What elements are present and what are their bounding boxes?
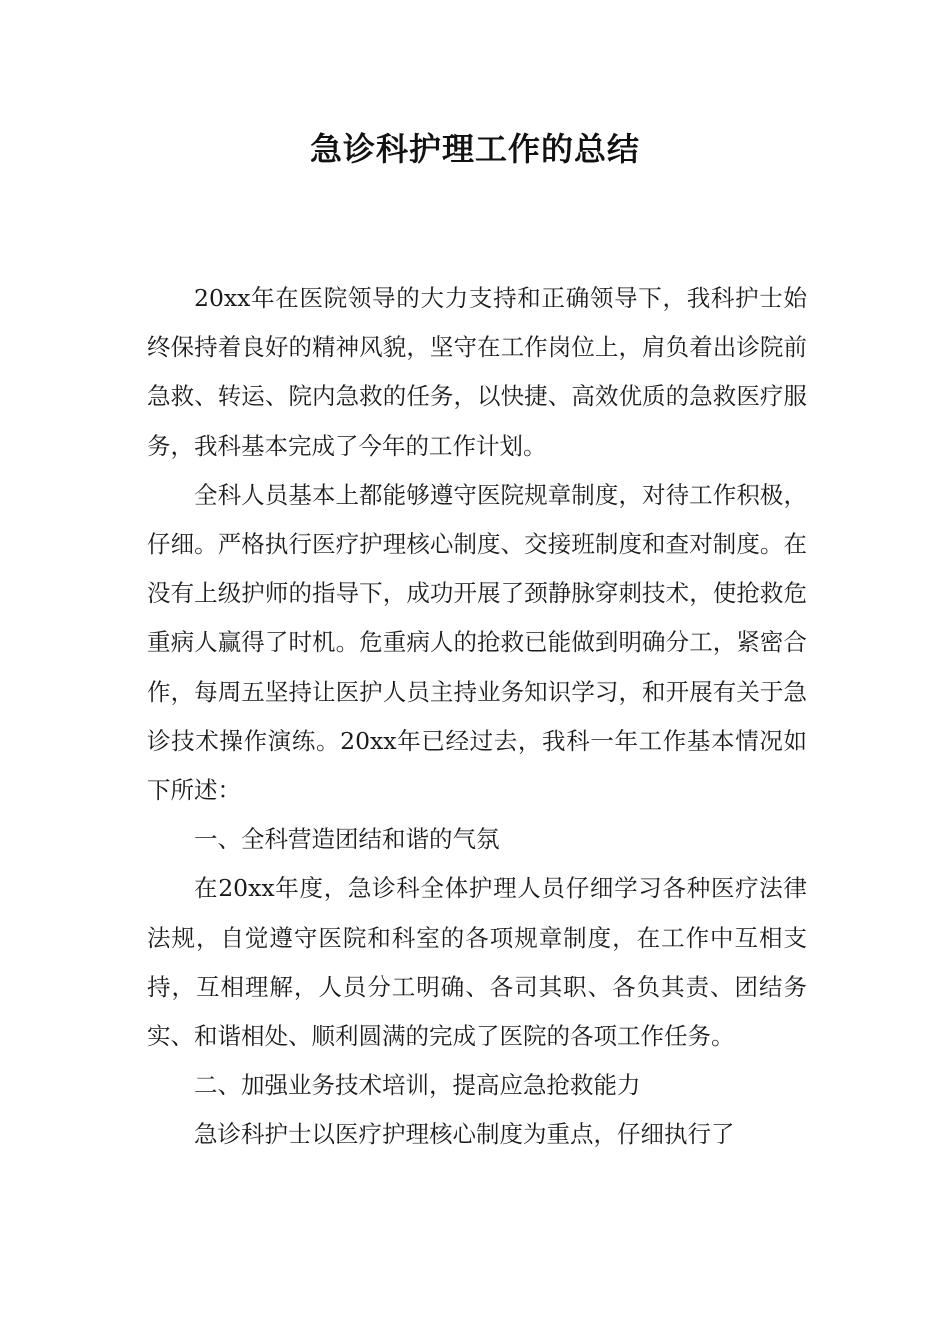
paragraph-training: 急诊科护士以医疗护理核心制度为重点，仔细执行了 [194,1120,735,1149]
paragraph-intro: 20xx年在医院领导的大力支持和正确领导下，我科护士始终保持着良好的精神风貌，坚守在工作岗位上，肩负着出诊院前急救、转运、院内急救的任务，以快捷、高效优质的急救医疗服务，我科基本完成了今年的工作计划。 [147,284,807,460]
paragraph-harmony: 在20xx年度，急诊科全体护理人员仔细学习各种医疗法律法规，自觉遵守医院和科室的各项规章制度，在工作中互相支持，互相理解，人员分工明确、各司其职、各负其责、团结务实、和谐相处、顺利圆满的完成了医院的各项工作任务。 [147,874,807,1051]
paragraph-discipline: 全科人员基本上都能够遵守医院规章制度，对待工作积极，仔细。严格执行医疗护理核心制度、交接班制度和查对制度。在没有上级护师的指导下，成功开展了颈静脉穿刺技术，使抢救危重病人赢得了时机。危重病人的抢救已能做到明确分工，紧密合作，每周五坚持让医护人员主持业务知识学习，和开展有关于急诊技术操作演练。20xx年已经过去，我科一年工作基本情况如下所述： [147,480,807,805]
section-heading-2: 二、加强业务技术培训，提高应急抢救能力 [194,1071,641,1100]
section-heading-1: 一、全科营造团结和谐的气氛 [194,825,500,854]
document-title: 急诊科护理工作的总结 [309,130,640,168]
document-body [147,274,807,1160]
